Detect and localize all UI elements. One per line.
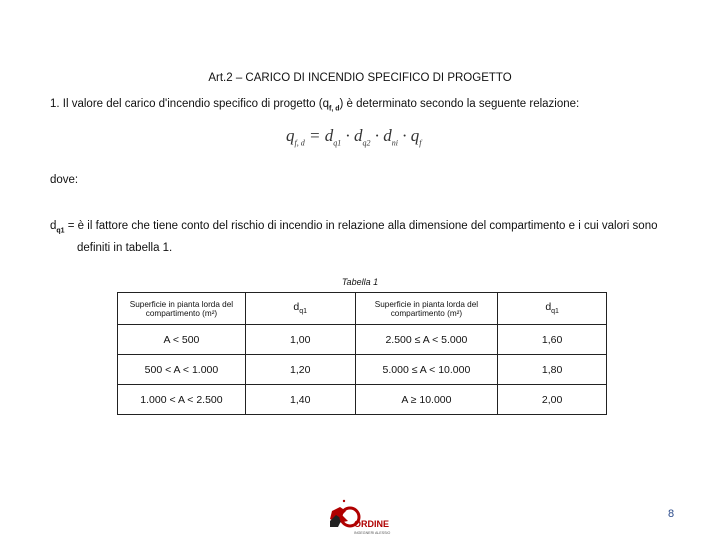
table-cell: 2,00: [498, 385, 607, 415]
table-row: [118, 385, 607, 415]
table-cell: 2.500 ≤ A < 5.000: [355, 325, 498, 355]
table-cell: 1,00: [245, 325, 355, 355]
table-cell: 1,20: [245, 355, 355, 385]
table-cell: 500 < A < 1.000: [118, 355, 246, 385]
definition-paragraph: $d_{q1}$ = è il fattore che tiene conto del rischio di incendio in relazione alla dimensione del compartimento e i cui valori sono: [50, 220, 658, 235]
header-dq1-2: $d_{q1}$: [498, 293, 607, 325]
page-title: Art.2 – CARICO DI INCENDIO SPECIFICO DI PROGETTO: [208, 72, 512, 84]
table-cell: 1,40: [245, 385, 355, 415]
ordine-logo-icon: [324, 497, 396, 537]
table-cell: 1,80: [498, 355, 607, 385]
intro-paragraph: 1. Il valore del carico d'incendio specifico di progetto $(q_{f, d})$ è determinato secondo la seguente relazione:: [50, 98, 580, 113]
svg-text:INGEGNERI ALESSIO: INGEGNERI ALESSIO: [354, 531, 391, 535]
table-cell: 1.000 < A < 2.500: [118, 385, 246, 415]
table-row: [118, 325, 607, 355]
table-cell: A ≥ 10.000: [355, 385, 498, 415]
ordine-logo: [324, 497, 396, 537]
definition-continuation: definiti in tabella 1.: [77, 242, 173, 254]
table-cell: A < 500: [118, 325, 246, 355]
svg-text:ORDINE: ORDINE: [354, 519, 390, 529]
formula: $q_{f, d} = d_{q1} \cdot d_{q2} \cdot d_{ni} \cdot q_f$: [286, 126, 422, 148]
table-header-row: [118, 293, 607, 325]
table-cell: 1,60: [498, 325, 607, 355]
header-surface: Superficie in pianta lorda del compartimento (m²): [118, 293, 246, 325]
dove-label: dove:: [50, 174, 79, 186]
header-dq1: $d_{q1}$: [245, 293, 355, 325]
header-surface-2: Superficie in pianta lorda del compartimento (m²): [355, 293, 498, 325]
page-number: 8: [668, 508, 675, 520]
table-row: [118, 355, 607, 385]
table-caption: Tabella 1: [341, 277, 379, 287]
coefficient-table: [117, 292, 607, 415]
table-cell: 5.000 ≤ A < 10.000: [355, 355, 498, 385]
